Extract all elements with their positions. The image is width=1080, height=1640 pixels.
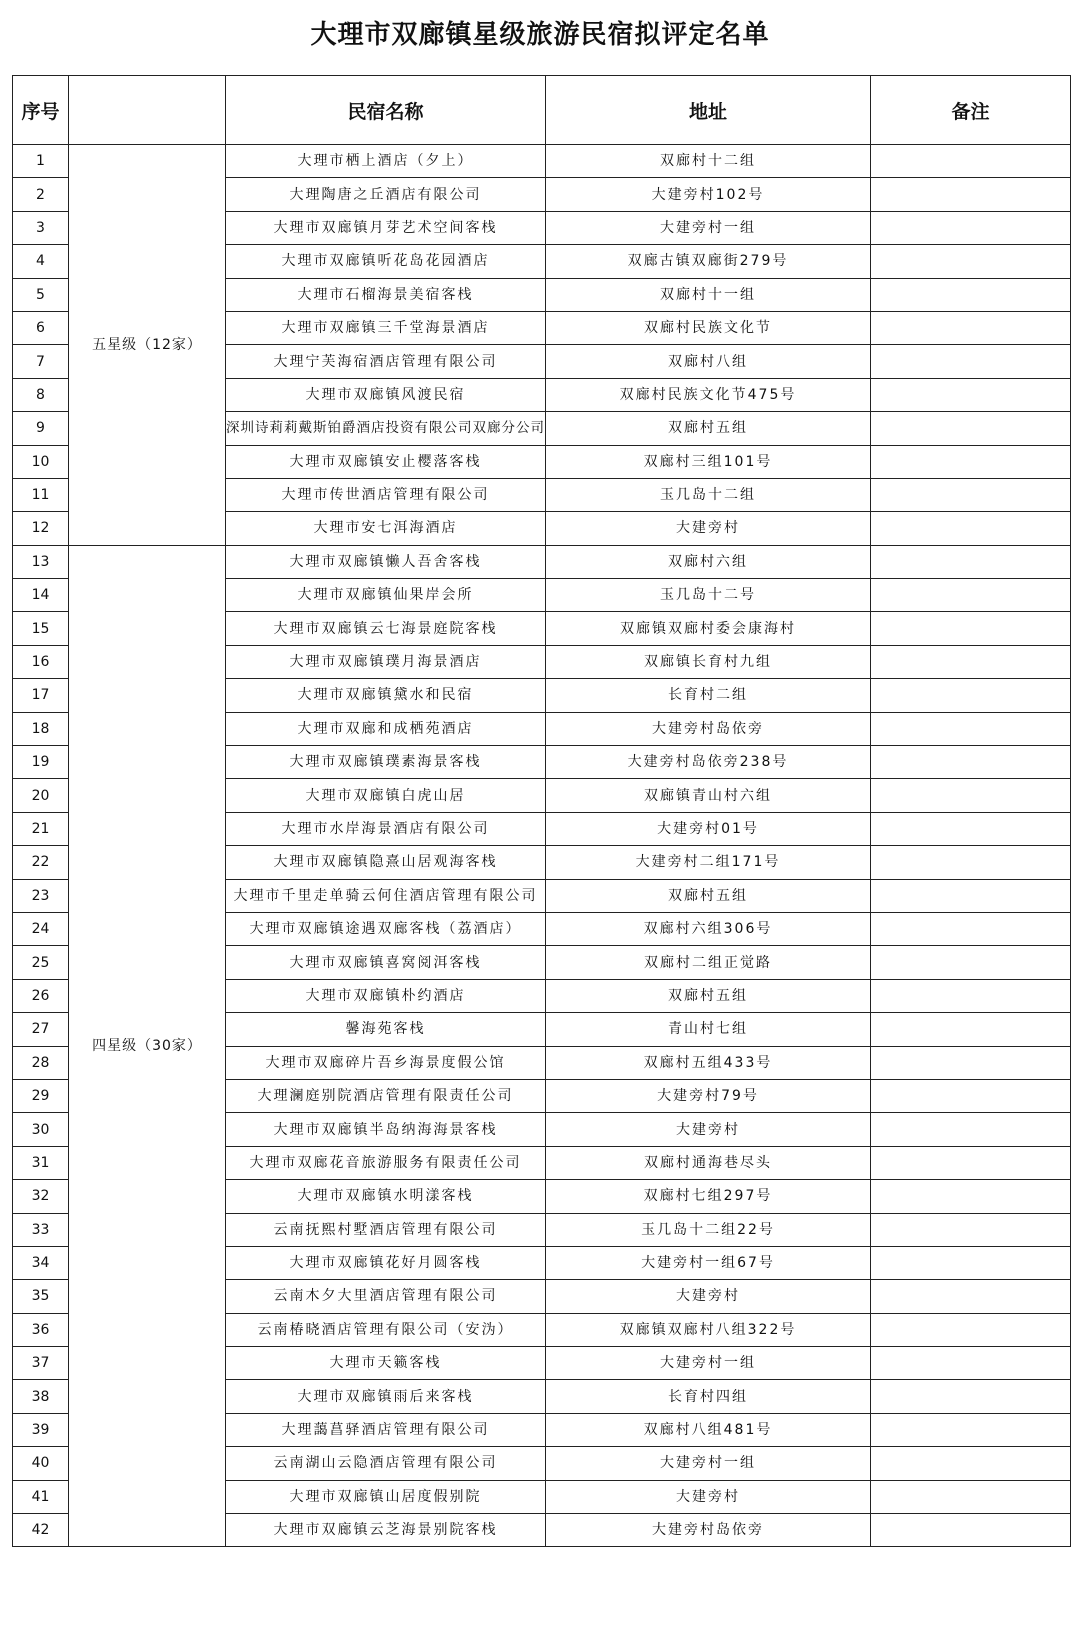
header-grade — [69, 76, 226, 145]
homestay-address: 双廊村六组306号 — [546, 912, 871, 945]
homestay-name: 云南湖山云隐酒店管理有限公司 — [226, 1447, 546, 1480]
row-index: 22 — [13, 846, 69, 879]
homestay-name: 云南木夕大里酒店管理有限公司 — [226, 1280, 546, 1313]
homestay-note — [871, 245, 1071, 278]
homestay-address: 双廊村十一组 — [546, 278, 871, 311]
homestay-name: 深圳诗莉莉戴斯铂爵酒店投资有限公司双廊分公司 — [226, 412, 546, 445]
grade-group-label: 四星级（30家） — [69, 545, 226, 1547]
homestay-name: 大理陶唐之丘酒店有限公司 — [226, 178, 546, 211]
row-index: 10 — [13, 445, 69, 478]
row-index: 39 — [13, 1413, 69, 1446]
homestay-note — [871, 612, 1071, 645]
grade-group-label: 五星级（12家） — [69, 145, 226, 546]
homestay-name: 大理市双廊镇花好月圆客栈 — [226, 1246, 546, 1279]
homestay-note — [871, 812, 1071, 845]
homestay-name: 云南椿晓酒店管理有限公司（安沩） — [226, 1313, 546, 1346]
homestay-address: 双廊村通海巷尽头 — [546, 1146, 871, 1179]
homestay-name: 馨海苑客栈 — [226, 1013, 546, 1046]
row-index: 26 — [13, 979, 69, 1012]
homestay-address: 长育村四组 — [546, 1380, 871, 1413]
homestay-address: 双廊镇青山村六组 — [546, 779, 871, 812]
row-index: 15 — [13, 612, 69, 645]
homestay-address: 大建旁村 — [546, 512, 871, 545]
row-index: 12 — [13, 512, 69, 545]
row-index: 1 — [13, 145, 69, 178]
row-index: 19 — [13, 746, 69, 779]
homestay-note — [871, 145, 1071, 178]
homestay-note — [871, 1146, 1071, 1179]
homestay-name: 大理市双廊镇璞素海景客栈 — [226, 746, 546, 779]
row-index: 8 — [13, 378, 69, 411]
row-index: 27 — [13, 1013, 69, 1046]
homestay-note — [871, 879, 1071, 912]
homestay-address: 大建旁村一组 — [546, 211, 871, 244]
homestay-name: 大理市双廊镇懒人吾舍客栈 — [226, 545, 546, 578]
homestay-note — [871, 1480, 1071, 1513]
homestay-address: 大建旁村岛依旁 — [546, 712, 871, 745]
homestay-name: 大理市栖上酒店（夕上） — [226, 145, 546, 178]
row-index: 3 — [13, 211, 69, 244]
homestay-address: 双廊村五组 — [546, 412, 871, 445]
homestay-address: 双廊村二组正觉路 — [546, 946, 871, 979]
homestay-address: 大建旁村01号 — [546, 812, 871, 845]
homestay-name: 大理市传世酒店管理有限公司 — [226, 478, 546, 511]
row-index: 38 — [13, 1380, 69, 1413]
homestay-table — [12, 75, 1071, 1547]
homestay-note — [871, 478, 1071, 511]
homestay-note — [871, 545, 1071, 578]
homestay-name: 大理市双廊镇白虎山居 — [226, 779, 546, 812]
homestay-name: 大理市双廊镇朴约酒店 — [226, 979, 546, 1012]
homestay-name: 大理市水岸海景酒店有限公司 — [226, 812, 546, 845]
homestay-address: 双廊古镇双廊街279号 — [546, 245, 871, 278]
homestay-note — [871, 378, 1071, 411]
homestay-name: 大理宁芙海宿酒店管理有限公司 — [226, 345, 546, 378]
table-body — [13, 145, 1071, 1547]
row-index: 24 — [13, 912, 69, 945]
homestay-name: 大理市双廊镇山居度假别院 — [226, 1480, 546, 1513]
row-index: 36 — [13, 1313, 69, 1346]
homestay-name: 大理市安七洱海酒店 — [226, 512, 546, 545]
row-index: 16 — [13, 645, 69, 678]
homestay-name: 大理市双廊和成栖苑酒店 — [226, 712, 546, 745]
homestay-note — [871, 1514, 1071, 1547]
homestay-name: 大理市天籁客栈 — [226, 1347, 546, 1380]
homestay-address: 双廊村八组481号 — [546, 1413, 871, 1446]
row-index: 20 — [13, 779, 69, 812]
header-address: 地址 — [546, 76, 871, 145]
homestay-name: 大理市双廊镇雨后来客栈 — [226, 1380, 546, 1413]
homestay-address: 大建旁村一组 — [546, 1447, 871, 1480]
row-index: 34 — [13, 1246, 69, 1279]
homestay-name: 大理市双廊镇黛水和民宿 — [226, 679, 546, 712]
homestay-name: 大理市双廊镇途遇双廊客栈（荔酒店） — [226, 912, 546, 945]
homestay-name: 大理市千里走单骑云何住酒店管理有限公司 — [226, 879, 546, 912]
homestay-note — [871, 946, 1071, 979]
row-index: 7 — [13, 345, 69, 378]
row-index: 4 — [13, 245, 69, 278]
homestay-address: 双廊村民族文化节 — [546, 311, 871, 344]
homestay-note — [871, 746, 1071, 779]
homestay-name: 大理市双廊镇半岛纳海海景客栈 — [226, 1113, 546, 1146]
homestay-address: 大建旁村二组171号 — [546, 846, 871, 879]
row-index: 35 — [13, 1280, 69, 1313]
homestay-address: 大建旁村一组67号 — [546, 1246, 871, 1279]
homestay-name: 大理市双廊花音旅游服务有限责任公司 — [226, 1146, 546, 1179]
row-index: 13 — [13, 545, 69, 578]
homestay-name: 大理市双廊镇隐熹山居观海客栈 — [226, 846, 546, 879]
homestay-note — [871, 1246, 1071, 1279]
homestay-address: 双廊镇双廊村委会康海村 — [546, 612, 871, 645]
homestay-note — [871, 1180, 1071, 1213]
homestay-name: 大理市双廊镇云芝海景别院客栈 — [226, 1514, 546, 1547]
homestay-name: 大理市双廊镇云七海景庭院客栈 — [226, 612, 546, 645]
homestay-note — [871, 846, 1071, 879]
homestay-note — [871, 1347, 1071, 1380]
homestay-note — [871, 1013, 1071, 1046]
row-index: 28 — [13, 1046, 69, 1079]
row-index: 29 — [13, 1079, 69, 1112]
row-index: 6 — [13, 311, 69, 344]
homestay-note — [871, 278, 1071, 311]
homestay-name: 大理市双廊镇三千堂海景酒店 — [226, 311, 546, 344]
homestay-address: 大建旁村 — [546, 1113, 871, 1146]
homestay-note — [871, 512, 1071, 545]
homestay-address: 大建旁村岛依旁238号 — [546, 746, 871, 779]
homestay-note — [871, 579, 1071, 612]
row-index: 11 — [13, 478, 69, 511]
row-index: 41 — [13, 1480, 69, 1513]
homestay-address: 玉几岛十二组22号 — [546, 1213, 871, 1246]
homestay-name: 大理市双廊镇喜窝阅洱客栈 — [226, 946, 546, 979]
row-index: 42 — [13, 1514, 69, 1547]
homestay-name: 大理市双廊镇水明漾客栈 — [226, 1180, 546, 1213]
table-row — [13, 145, 1071, 178]
homestay-note — [871, 1280, 1071, 1313]
homestay-address: 双廊镇长育村九组 — [546, 645, 871, 678]
homestay-address: 双廊村六组 — [546, 545, 871, 578]
homestay-name: 大理藹菖驿酒店管理有限公司 — [226, 1413, 546, 1446]
row-index: 9 — [13, 412, 69, 445]
homestay-note — [871, 345, 1071, 378]
row-index: 18 — [13, 712, 69, 745]
row-index: 14 — [13, 579, 69, 612]
homestay-name: 大理市双廊镇月芽艺术空间客栈 — [226, 211, 546, 244]
row-index: 21 — [13, 812, 69, 845]
homestay-note — [871, 779, 1071, 812]
row-index: 33 — [13, 1213, 69, 1246]
homestay-address: 玉几岛十二号 — [546, 579, 871, 612]
row-index: 40 — [13, 1447, 69, 1480]
homestay-address: 双廊村五组433号 — [546, 1046, 871, 1079]
homestay-name: 大理市双廊镇璞月海景酒店 — [226, 645, 546, 678]
row-index: 17 — [13, 679, 69, 712]
row-index: 32 — [13, 1180, 69, 1213]
page-title: 大理市双廊镇星级旅游民宿拟评定名单 — [310, 20, 770, 50]
homestay-address: 长育村二组 — [546, 679, 871, 712]
homestay-name: 大理市石榴海景美宿客栈 — [226, 278, 546, 311]
table-row — [13, 545, 1071, 578]
homestay-name: 大理市双廊镇安止樱落客栈 — [226, 445, 546, 478]
row-index: 30 — [13, 1113, 69, 1146]
homestay-name: 云南抚熙村墅酒店管理有限公司 — [226, 1213, 546, 1246]
homestay-note — [871, 912, 1071, 945]
homestay-address: 双廊镇双廊村八组322号 — [546, 1313, 871, 1346]
homestay-note — [871, 178, 1071, 211]
homestay-note — [871, 1113, 1071, 1146]
homestay-address: 双廊村民族文化节475号 — [546, 378, 871, 411]
homestay-address: 玉几岛十二组 — [546, 478, 871, 511]
homestay-note — [871, 445, 1071, 478]
homestay-address: 大建旁村 — [546, 1280, 871, 1313]
row-index: 5 — [13, 278, 69, 311]
header-name: 民宿名称 — [226, 76, 546, 145]
row-index: 23 — [13, 879, 69, 912]
homestay-note — [871, 412, 1071, 445]
homestay-note — [871, 211, 1071, 244]
homestay-address: 双廊村七组297号 — [546, 1180, 871, 1213]
homestay-address: 双廊村五组 — [546, 879, 871, 912]
header-index: 序号 — [13, 76, 69, 145]
header-note: 备注 — [871, 76, 1071, 145]
homestay-note — [871, 1380, 1071, 1413]
homestay-name: 大理澜庭别院酒店管理有限责任公司 — [226, 1079, 546, 1112]
homestay-note — [871, 1046, 1071, 1079]
homestay-name: 大理市双廊镇风渡民宿 — [226, 378, 546, 411]
homestay-address: 双廊村十二组 — [546, 145, 871, 178]
homestay-name: 大理市双廊镇听花岛花园酒店 — [226, 245, 546, 278]
row-index: 25 — [13, 946, 69, 979]
homestay-address: 大建旁村岛依旁 — [546, 1514, 871, 1547]
homestay-note — [871, 1213, 1071, 1246]
homestay-name: 大理市双廊碎片吾乡海景度假公馆 — [226, 1046, 546, 1079]
homestay-note — [871, 1413, 1071, 1446]
homestay-note — [871, 712, 1071, 745]
homestay-address: 双廊村八组 — [546, 345, 871, 378]
homestay-name: 大理市双廊镇仙果岸会所 — [226, 579, 546, 612]
homestay-note — [871, 311, 1071, 344]
homestay-address: 双廊村五组 — [546, 979, 871, 1012]
homestay-note — [871, 679, 1071, 712]
homestay-address: 大建旁村 — [546, 1480, 871, 1513]
homestay-note — [871, 1079, 1071, 1112]
table-header-row — [13, 76, 1071, 145]
homestay-address: 双廊村三组101号 — [546, 445, 871, 478]
homestay-note — [871, 979, 1071, 1012]
homestay-note — [871, 1313, 1071, 1346]
homestay-note — [871, 645, 1071, 678]
homestay-address: 大建旁村一组 — [546, 1347, 871, 1380]
homestay-address: 大建旁村102号 — [546, 178, 871, 211]
homestay-address: 大建旁村79号 — [546, 1079, 871, 1112]
row-index: 31 — [13, 1146, 69, 1179]
homestay-note — [871, 1447, 1071, 1480]
row-index: 37 — [13, 1347, 69, 1380]
row-index: 2 — [13, 178, 69, 211]
homestay-address: 青山村七组 — [546, 1013, 871, 1046]
